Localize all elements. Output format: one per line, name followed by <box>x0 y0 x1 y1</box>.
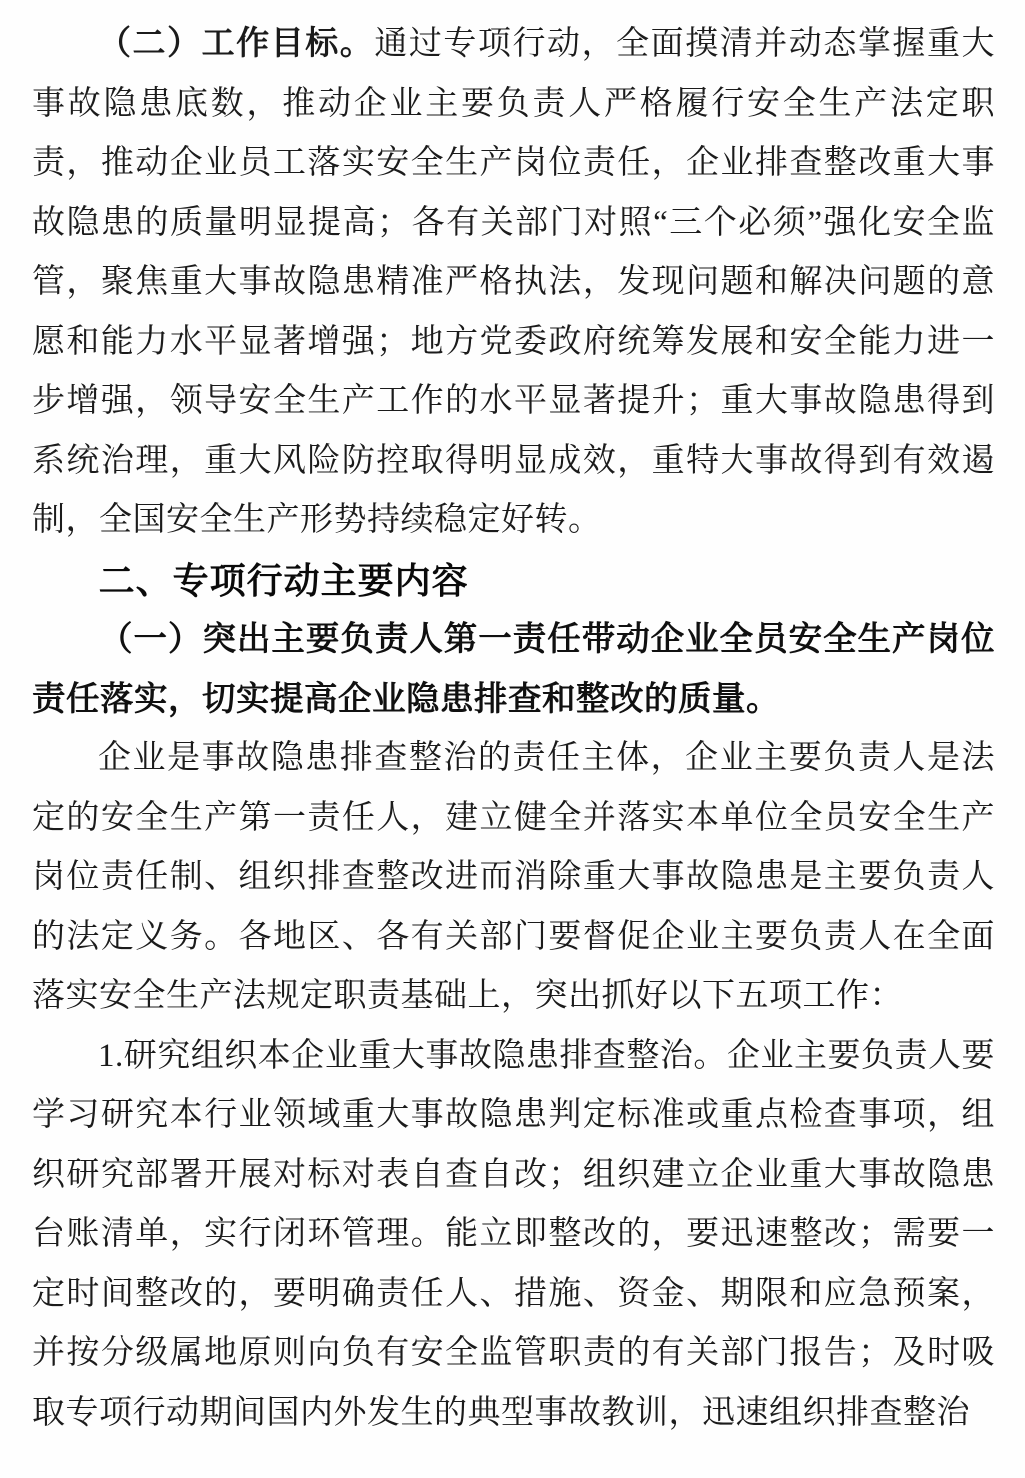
sub-heading-responsibility: （一）突出主要负责人第一责任带动企业全员安全生产岗位责任落实，切实提高企业隐患排查和整改的质量。 <box>32 621 995 718</box>
paragraph-task-item-1 <box>32 1027 995 1444</box>
paragraph-work-goals <box>32 15 995 551</box>
paragraph-work-goals-body: 通过专项行动，全面摸清并动态掌握重大事故隐患底数，推动企业主要负责人严格履行安全生产法定职责，推动企业员工落实安全生产岗位责任，企业排查整改重大事故隐患的质量明显提高；各有关部门对照“三个必须”强化安全监管，聚焦重大事故隐患精准严格执法，发现问题和解决问题的意愿和能力水平显著增强；地方党委政府统筹发展和安全能力进一步增强，领导安全生产工作的水平显著提升；重大事故隐患得到系统治理，重大风险防控取得明显成效，重特大事故得到有效遏制，全国安全生产形势持续稳定好转。 <box>32 26 996 538</box>
paragraph-enterprise-responsibility: 企业是事故隐患排查整治的责任主体，企业主要负责人是法定的安全生产第一责任人，建立健全并落实本单位全员安全生产岗位责任制、组织排查整改进而消除重大事故隐患是主要负责人的法定义务。各地区、各有关部门要督促企业主要负责人在全面落实安全生产法规定职责基础上，突出抓好以下五项工作： <box>32 740 995 1014</box>
section-heading-main-content: 二、专项行动主要内容 <box>98 559 469 601</box>
paragraph-task-item-1-lead: 1.研究组织本企业重大事故隐患排查整治。 <box>98 1037 727 1074</box>
paragraph-task-item-1-body: 企业主要负责人要学习研究本行业领域重大事故隐患判定标准或重点检查事项，组织研究部署开展对标对表自查自改；组织建立企业重大事故隐患台账清单，实行闭环管理。能立即整改的，要迅速整改；需要一定时间整改的，要明确责任人、措施、资金、期限和应急预案，并按分级属地原则向负有安全监管职责的有关部门报告；及时吸取专项行动期间国内外发生的典型事故教训，迅速组织排查整治 <box>32 1037 996 1431</box>
paragraph-work-goals-lead: （二）工作目标。 <box>98 26 375 62</box>
